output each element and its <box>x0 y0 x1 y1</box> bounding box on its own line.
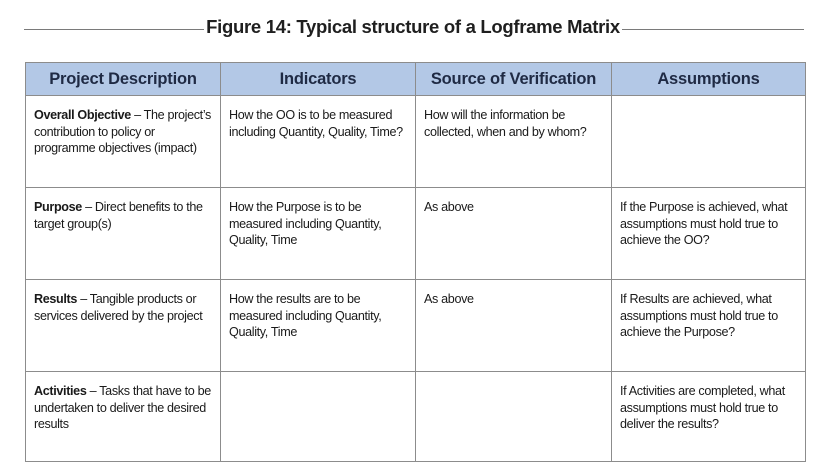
cell-source: As above <box>416 280 612 372</box>
header-source-of-verification: Source of Verification <box>416 63 612 96</box>
table-row-purpose <box>26 188 806 280</box>
row-description: – Tasks that have to be undertaken to deliver the desired results <box>34 384 211 431</box>
title-rule-right <box>622 29 804 30</box>
table-row-activities <box>26 372 806 462</box>
row-label: Purpose <box>34 200 82 214</box>
cell-assumptions: If Results are achieved, what assumptions must hold true to achieve the Purpose? <box>612 280 806 372</box>
header-project-description: Project Description <box>26 63 221 96</box>
figure-title-row <box>0 14 826 44</box>
title-rule-left <box>24 29 204 30</box>
cell-indicators <box>221 372 416 462</box>
figure-title: Figure 14: Typical structure of a Logframe Matrix <box>206 16 620 37</box>
row-label: Results <box>34 292 78 306</box>
cell-indicators: How the results are to be measured including Quantity, Quality, Time <box>221 280 416 372</box>
table-row-results <box>26 280 806 372</box>
row-label: Activities <box>34 384 87 398</box>
header-assumptions: Assumptions <box>612 63 806 96</box>
row-description: – Tangible products or services delivered by the project <box>34 292 203 323</box>
logframe-matrix-table <box>25 62 806 462</box>
table-row-overall-objective <box>26 96 806 188</box>
row-description: – Direct benefits to the target group(s) <box>34 200 203 231</box>
row-label: Overall Objective <box>34 108 131 122</box>
cell-project-description <box>26 372 221 462</box>
cell-assumptions: If the Purpose is achieved, what assumptions must hold true to achieve the OO? <box>612 188 806 280</box>
cell-source: As above <box>416 188 612 280</box>
cell-assumptions <box>612 96 806 188</box>
cell-assumptions: If Activities are completed, what assumptions must hold true to deliver the results? <box>612 372 806 462</box>
header-indicators: Indicators <box>221 63 416 96</box>
cell-project-description <box>26 280 221 372</box>
cell-source: How will the information be collected, when and by whom? <box>416 96 612 188</box>
cell-project-description <box>26 188 221 280</box>
cell-indicators: How the Purpose is to be measured including Quantity, Quality, Time <box>221 188 416 280</box>
cell-project-description <box>26 96 221 188</box>
cell-indicators: How the OO is to be measured including Quantity, Quality, Time? <box>221 96 416 188</box>
cell-source <box>416 372 612 462</box>
table-header-row <box>26 63 806 96</box>
row-description: – The project’s contribution to policy or programme objectives (impact) <box>34 108 211 155</box>
